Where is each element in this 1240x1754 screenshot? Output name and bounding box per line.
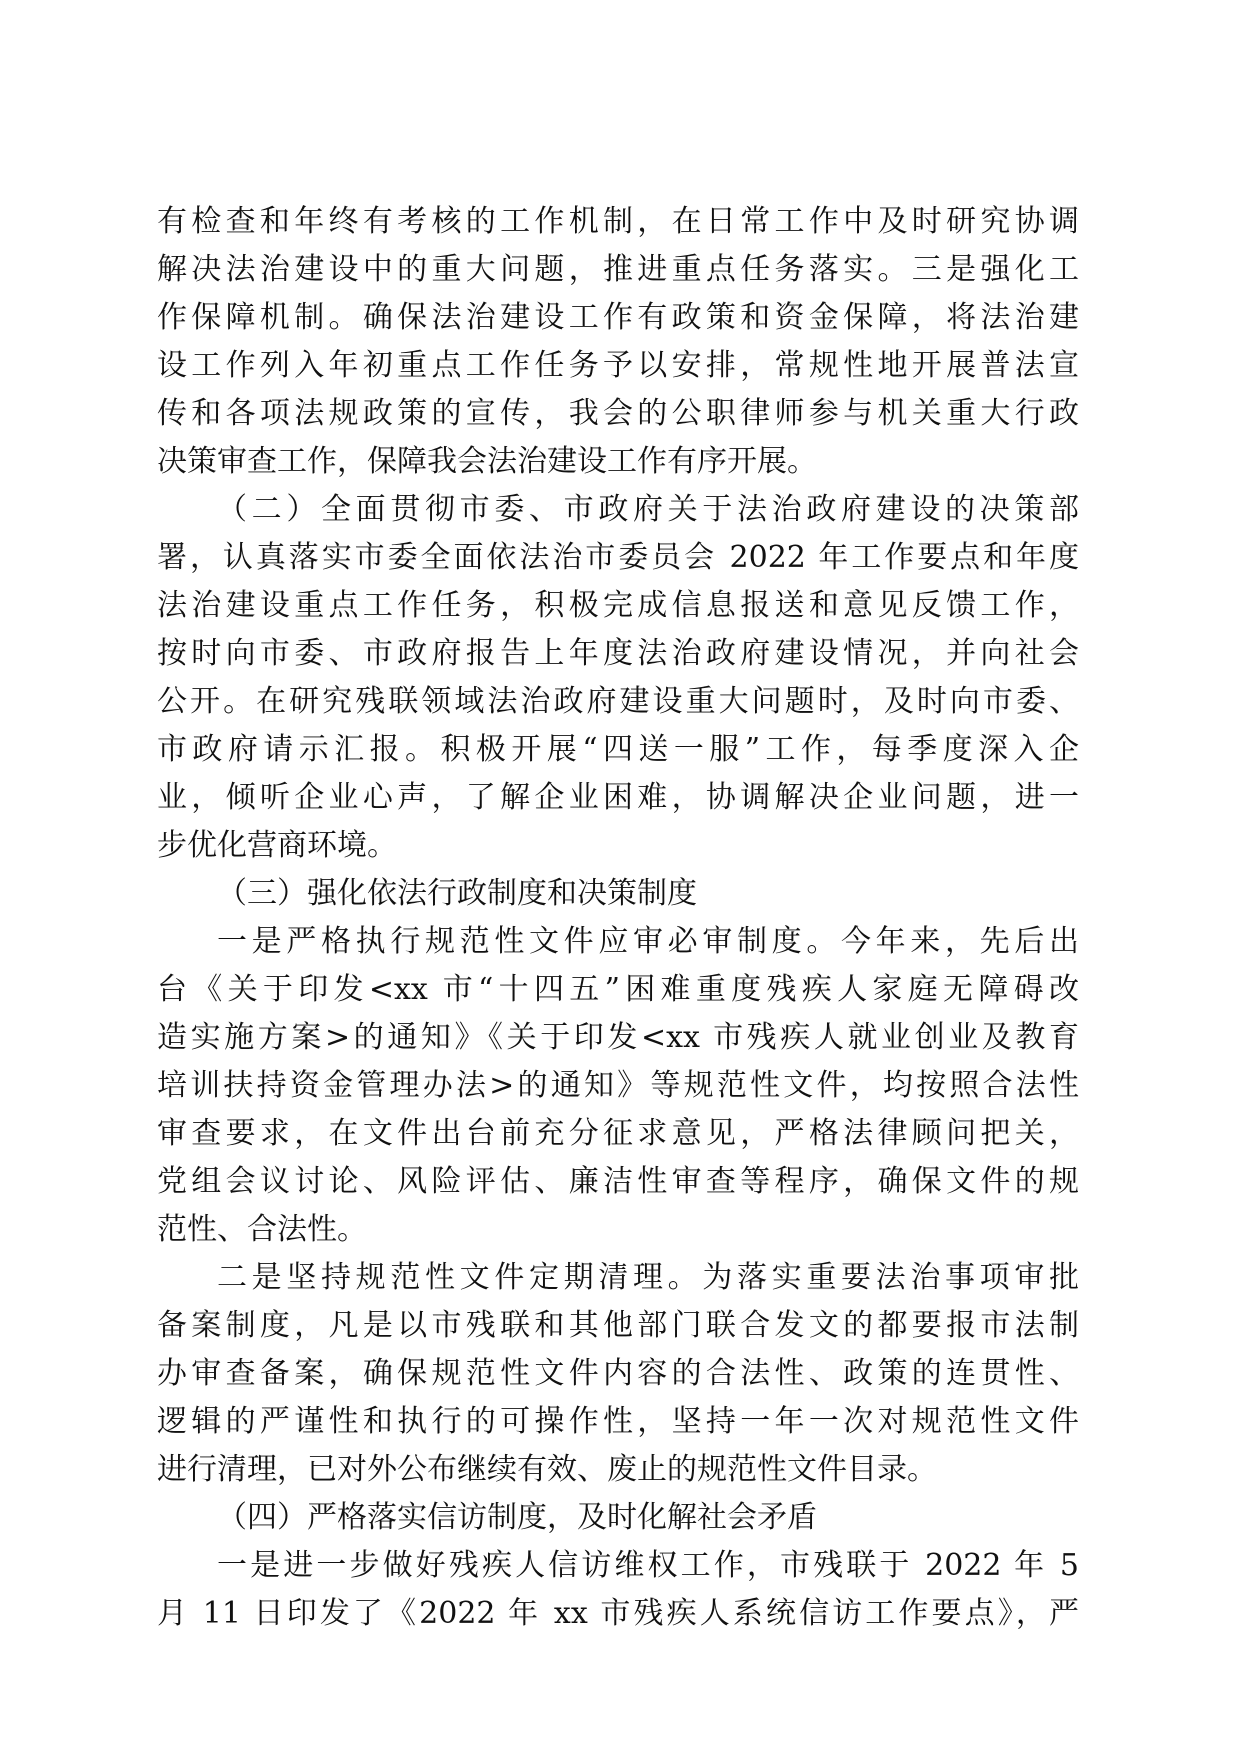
text-line: 培训扶持资金管理办法>的通知》等规范性文件，均按照合法性: [157, 1068, 1079, 1103]
text-line: 造实施方案>的通知》《关于印发<xx 市残疾人就业创业及教育: [157, 1020, 1079, 1055]
section-heading-2: （二）全面贯彻市委、市政府关于法治政府建设的决策部: [217, 492, 1079, 527]
text-line: 月 11 日印发了《2022 年 xx 市残疾人系统信访工作要点》，严: [157, 1596, 1079, 1631]
text-line: 按时向市委、市政府报告上年度法治政府建设情况，并向社会: [157, 636, 1079, 671]
text-line: 公开。在研究残联领域法治政府建设重大问题时，及时向市委、: [157, 684, 1079, 719]
text-line: 进行清理，已对外公布继续有效、废止的规范性文件目录。: [157, 1452, 937, 1487]
text-line: 市政府请示汇报。积极开展“四送一服”工作，每季度深入企: [157, 732, 1079, 767]
text-line: 备案制度，凡是以市残联和其他部门联合发文的都要报市法制: [157, 1308, 1079, 1343]
text-line: 审查要求，在文件出台前充分征求意见，严格法律顾问把关，: [157, 1116, 1079, 1151]
text-line: 法治建设重点工作任务，积极完成信息报送和意见反馈工作，: [157, 588, 1079, 623]
section-heading-4: （四）严格落实信访制度，及时化解社会矛盾: [217, 1500, 817, 1535]
text-line: 二是坚持规范性文件定期清理。为落实重要法治事项审批: [217, 1260, 1079, 1295]
text-line: 传和各项法规政策的宣传，我会的公职律师参与机关重大行政: [157, 396, 1079, 431]
text-line: 一是进一步做好残疾人信访维权工作，市残联于 2022 年 5: [217, 1548, 1079, 1583]
text-line: 业，倾听企业心声，了解企业困难，协调解决企业问题，进一: [157, 780, 1079, 815]
document-body: [157, 198, 1079, 1638]
text-line: 解决法治建设中的重大问题，推进重点任务落实。三是强化工: [157, 252, 1079, 287]
text-line: 台《关于印发<xx 市“十四五”困难重度残疾人家庭无障碍改: [157, 972, 1079, 1007]
text-line: 步优化营商环境。: [157, 828, 397, 863]
text-line: 范性、合法性。: [157, 1212, 367, 1247]
text-line: 设工作列入年初重点工作任务予以安排，常规性地开展普法宣: [157, 348, 1079, 383]
text-line: 署，认真落实市委全面依法治市委员会 2022 年工作要点和年度: [157, 540, 1079, 575]
text-line: 办审查备案，确保规范性文件内容的合法性、政策的连贯性、: [157, 1356, 1079, 1391]
text-line: 决策审查工作，保障我会法治建设工作有序开展。: [157, 444, 817, 479]
text-line: 有检查和年终有考核的工作机制，在日常工作中及时研究协调: [157, 204, 1079, 239]
section-heading-3: （三）强化依法行政制度和决策制度: [217, 876, 697, 911]
text-line: 党组会议讨论、风险评估、廉洁性审查等程序，确保文件的规: [157, 1164, 1079, 1199]
text-line: 逻辑的严谨性和执行的可操作性，坚持一年一次对规范性文件: [157, 1404, 1079, 1439]
text-line: 一是严格执行规范性文件应审必审制度。今年来，先后出: [217, 924, 1079, 959]
text-line: 作保障机制。确保法治建设工作有政策和资金保障，将法治建: [157, 300, 1079, 335]
